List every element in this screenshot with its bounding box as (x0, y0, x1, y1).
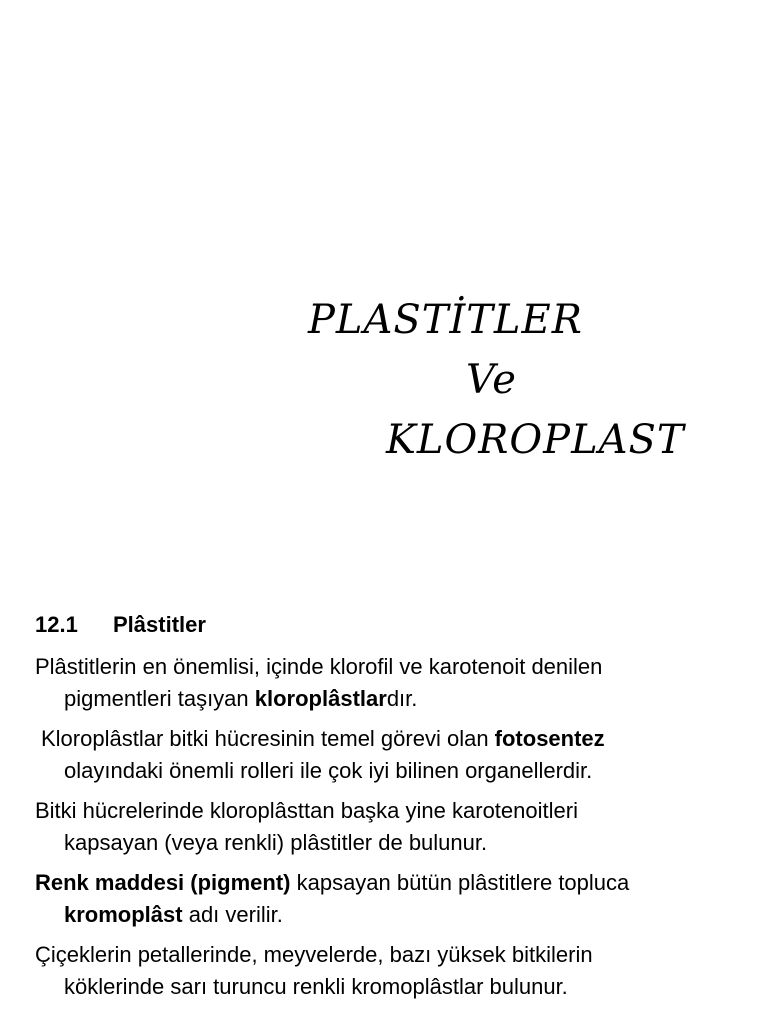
paragraph-4-line-1 (35, 867, 750, 899)
title-line-2: Ve (466, 357, 517, 403)
paragraph-5 (35, 939, 750, 1003)
text-run: kapsayan bütün plâstitlere topluca (290, 870, 630, 895)
bold-term-kromoplast: kromoplâst (64, 902, 183, 927)
paragraph-5-line-2: köklerinde sarı turuncu renkli kromoplâstlar bulunur. (64, 974, 568, 999)
paragraph-1-line-2 (35, 683, 750, 715)
paragraph-4-line-2 (35, 899, 750, 931)
bold-term-fotosentez: fotosentez (494, 726, 605, 751)
bold-term-kloroplastlar: kloroplâstlar (254, 686, 387, 711)
paragraph-5-line-1: Çiçeklerin petallerinde, meyvelerde, bazı yüksek bitkilerin (35, 942, 593, 967)
paragraph-1 (35, 651, 750, 715)
bold-term-renk-maddesi: Renk maddesi (pigment) (35, 870, 291, 895)
title-line-3: KLOROPLAST (386, 417, 685, 463)
body-text (35, 609, 750, 1011)
text-run: dır. (386, 686, 418, 711)
text-run: Kloroplâstlar bitki hücresinin temel görevi olan (41, 726, 495, 751)
section-heading (35, 609, 750, 641)
text-run: pigmentleri taşıyan (64, 686, 255, 711)
section-title: Plâstitler (113, 612, 206, 637)
paragraph-4 (35, 867, 750, 931)
paragraph-2-line-1 (35, 723, 750, 755)
title-block (0, 290, 768, 470)
paragraph-3-line-2: kapsayan (veya renkli) plâstitler de bulunur. (64, 830, 488, 855)
section-number: 12.1 (35, 612, 78, 637)
paragraph-2-line-2: olayındaki önemli rolleri ile çok iyi bilinen organellerdir. (64, 758, 593, 783)
paragraph-3-line-1: Bitki hücrelerinde kloroplâsttan başka yine karotenoitleri (35, 798, 578, 823)
text-run: adı verilir. (182, 902, 283, 927)
paragraph-3 (35, 795, 750, 859)
paragraph-2 (35, 723, 750, 787)
title-line-1: PLASTİTLER (308, 297, 583, 343)
paragraph-1-line-1: Plâstitlerin en önemlisi, içinde klorofil ve karotenoit denilen (35, 654, 603, 679)
